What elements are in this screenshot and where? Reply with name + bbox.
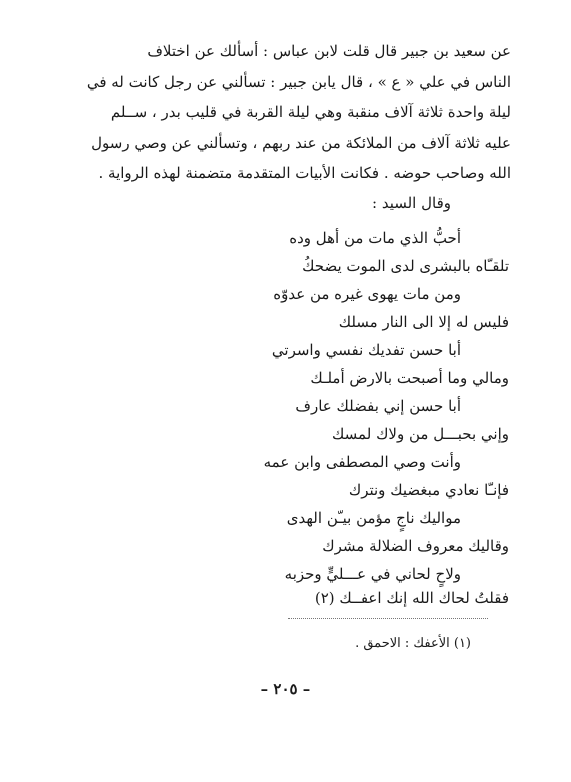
footnote: (١) الأعفك : الاحمق . xyxy=(355,636,471,651)
prose-line: الله وصاحب حوضه . فكانت الأبيات المتقدمة متضمنة لهذه الرواية . xyxy=(98,164,511,182)
verse-first-hemistich: مواليك ناجٍ مؤمن بيـّن الهدى xyxy=(286,509,461,527)
verse-first-hemistich: أبا حسن تفديك نفسي واسرتي xyxy=(271,341,461,359)
verse-second-hemistich: وقاليك معروف الضلالة مشرك xyxy=(322,537,509,555)
prose-line: عن سعيد بن جبير قال قلت لابن عباس : أسألك عن اختلاف xyxy=(147,42,511,60)
prose-line: ليلة واحدة ثلاثة آلاف منقبة وهي ليلة القربة في قليب بدر ، ســلم xyxy=(110,103,511,121)
poem-intro: وقال السيد : xyxy=(372,194,451,212)
page-number: – ٢٠٥ – xyxy=(260,680,311,698)
footnote-separator xyxy=(288,618,488,619)
verse-first-hemistich: أبا حسن إني بفضلك عارف xyxy=(295,397,461,415)
verse-second-hemistich: ومالي وما أصبحت بالارض أملـك xyxy=(310,369,509,387)
prose-line: الناس في علي « ع » ، قال يابن جبير : تسألني عن رجل كانت له في xyxy=(86,72,511,91)
prose-paragraph xyxy=(62,36,511,189)
verse-first-hemistich: وأنت وصي المصطفى وابن عمه xyxy=(263,453,461,471)
verse-second-hemistich: تلقـّاه بالبشرى لدى الموت يضحكُ xyxy=(302,257,509,275)
verse-first-hemistich: أحبُّ الذي مات من أهل وده xyxy=(289,229,461,247)
verse-second-hemistich: فإنـّا نعادي مبغضيك ونترك xyxy=(348,481,509,499)
verse-second-hemistich: وإني بحبـــل من ولاك لمسك xyxy=(332,425,509,443)
verse-first-hemistich: ولاحٍ لحاني في عـــليٍّ وحزبه xyxy=(284,565,461,583)
verse-second-hemistich: فقلتُ لحاك الله إنك اعفــك (٢) xyxy=(314,589,509,607)
verse-first-hemistich: ومن مات يهوى غيره من عدوّه xyxy=(273,285,461,303)
verse-second-hemistich: فليس له إلا الى النار مسلك xyxy=(338,313,509,331)
prose-line: عليه ثلاثة آلاف من الملائكة من عند ربهم ، وتسألني عن وصي رسول xyxy=(91,133,511,152)
